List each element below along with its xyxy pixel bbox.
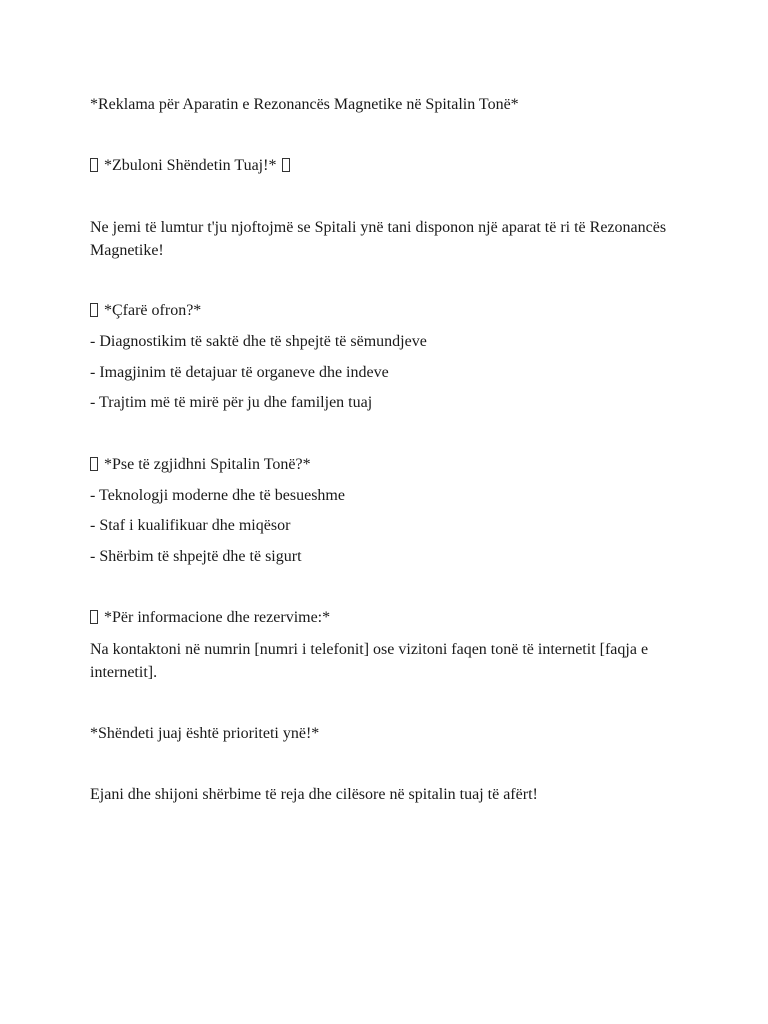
missing-glyph-icon [90,457,98,471]
intro-paragraph: Ne jemi të lumtur t'ju njoftojmë se Spitali ynë tani disponon një aparat të ri të Rezonancës Magnetike! [90,219,667,259]
list-item: - Staf i kualifikuar dhe miqësor [90,517,291,534]
missing-glyph-icon [90,610,98,624]
why-heading [90,454,311,476]
list-item: - Teknologji moderne dhe të besueshme [90,487,345,504]
list-item: - Trajtim më të mirë për ju dhe familjen tuaj [90,394,373,411]
closing-statement: Ejani dhe shijoni shërbime të reja dhe cilësore në spitalin tuaj të afërt! [90,786,538,803]
why-heading-text: *Pse të zgjidhni Spitalin Tonë?* [104,456,311,473]
document-title: *Reklama për Aparatin e Rezonancës Magnetike në Spitalin Tonë* [90,96,519,113]
offers-heading-text: *Çfarë ofron?* [104,302,202,319]
list-item: - Diagnostikim të saktë dhe të shpejtë të sëmundjeve [90,333,427,350]
contact-heading [90,607,330,629]
missing-glyph-icon [90,303,98,317]
missing-glyph-icon [282,158,290,172]
priority-statement: *Shëndeti juaj është prioriteti ynë!* [90,725,320,742]
offers-heading [90,300,201,322]
headline-text: *Zbuloni Shëndetin Tuaj!* [104,157,277,174]
list-item: - Imagjinim të detajuar të organeve dhe indeve [90,364,389,381]
contact-paragraph: Na kontaktoni në numrin [numri i telefonit] ose vizitoni faqen tonë të internetit [faqja e internetit]. [90,641,649,681]
contact-heading-text: *Për informacione dhe rezervime:* [104,609,331,626]
headline [90,155,290,177]
list-item: - Shërbim të shpejtë dhe të sigurt [90,548,302,565]
missing-glyph-icon [90,158,98,172]
